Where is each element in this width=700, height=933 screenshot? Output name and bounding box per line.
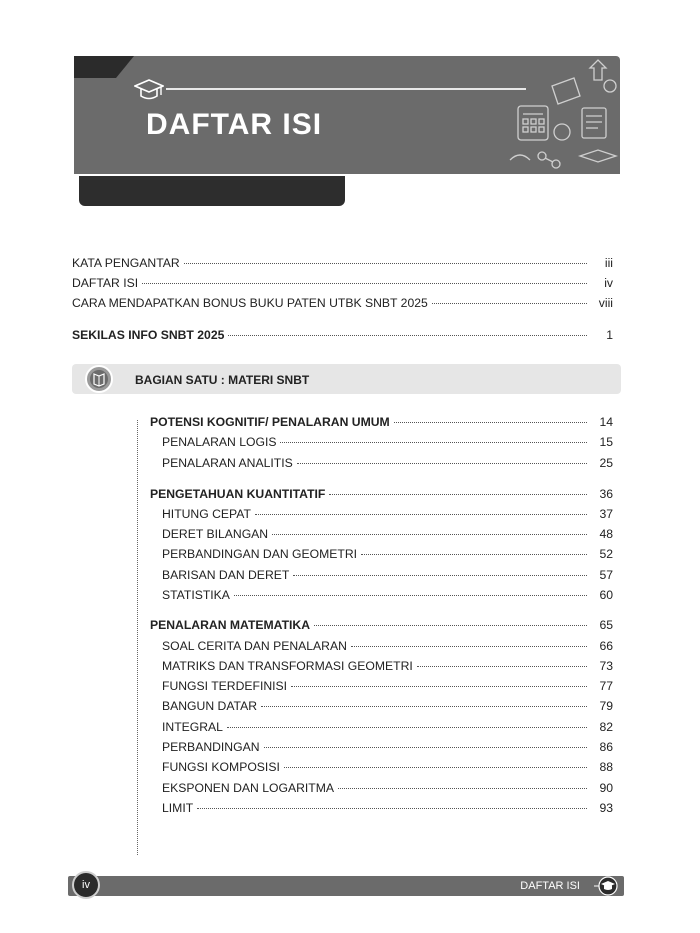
toc-label: FUNGSI KOMPOSISI	[162, 760, 280, 774]
chapter-guide-line	[137, 420, 138, 855]
toc-leader	[394, 422, 587, 423]
toc-label: LIMIT	[162, 801, 194, 815]
toc-leader	[228, 335, 587, 336]
toc-row-daftar-isi[interactable]	[72, 276, 613, 290]
toc-label: SEKILAS INFO SNBT 2025	[72, 328, 225, 342]
toc-page: iv	[604, 276, 613, 290]
toc-subitem-row[interactable]	[162, 740, 613, 754]
toc-label: DERET BILANGAN	[162, 527, 269, 541]
toc-chapter-row[interactable]	[150, 487, 613, 501]
toc-label: POTENSI KOGNITIF/ PENALARAN UMUM	[150, 415, 390, 429]
toc-leader	[227, 727, 587, 728]
toc-leader	[261, 706, 587, 707]
toc-page: 77	[599, 679, 613, 693]
toc-page: 60	[599, 588, 613, 602]
toc-leader	[297, 463, 587, 464]
toc-page: 66	[599, 639, 613, 653]
toc-leader	[293, 575, 587, 576]
toc-page: 25	[599, 456, 613, 470]
toc-page: 36	[599, 487, 613, 501]
toc-subitem-row[interactable]	[162, 659, 613, 673]
page-number-badge: iv	[72, 871, 100, 899]
toc-leader	[255, 514, 587, 515]
toc-leader	[432, 303, 587, 304]
page-title: DAFTAR ISI	[146, 108, 323, 141]
toc-subitem-row[interactable]	[162, 781, 613, 795]
toc-page: 82	[599, 720, 613, 734]
book-badge-icon	[84, 364, 114, 394]
toc-page: 93	[599, 801, 613, 815]
toc-label: SOAL CERITA DAN PENALARAN	[162, 639, 347, 653]
toc-page: 73	[599, 659, 613, 673]
toc-subitem-row[interactable]	[162, 507, 613, 521]
toc-leader	[234, 595, 587, 596]
toc-label: KATA PENGANTAR	[72, 256, 180, 270]
toc-leader	[264, 747, 587, 748]
toc-subitem-row[interactable]	[162, 801, 613, 815]
toc-label: INTEGRAL	[162, 720, 223, 734]
toc-label: EKSPONEN DAN LOGARITMA	[162, 781, 335, 795]
toc-leader	[197, 808, 587, 809]
toc-subitem-row[interactable]	[162, 527, 613, 541]
toc-leader	[361, 554, 587, 555]
toc-label: PERBANDINGAN	[162, 740, 260, 754]
toc-leader	[351, 646, 587, 647]
toc-leader	[338, 788, 587, 789]
toc-page: 65	[599, 618, 613, 632]
toc-subitem-row[interactable]	[162, 588, 613, 602]
toc-leader	[184, 263, 587, 264]
toc-page: 37	[599, 507, 613, 521]
header-subbar	[79, 176, 345, 206]
graduation-cap-icon	[592, 876, 620, 896]
toc-leader	[291, 686, 587, 687]
toc-page: 15	[599, 435, 613, 449]
education-doodles-icon	[470, 56, 620, 174]
toc-leader	[142, 283, 587, 284]
toc-label: MATRIKS DAN TRANSFORMASI GEOMETRI	[162, 659, 413, 673]
toc-subitem-row[interactable]	[162, 568, 613, 582]
toc-label: CARA MENDAPATKAN BONUS BUKU PATEN UTBK SNBT 2025	[72, 296, 428, 310]
toc-chapter-row[interactable]	[150, 618, 613, 632]
toc-subitem-row[interactable]	[162, 547, 613, 561]
toc-leader	[417, 666, 587, 667]
header-banner	[74, 56, 620, 174]
toc-subitem-row[interactable]	[162, 720, 613, 734]
toc-label: BANGUN DATAR	[162, 699, 258, 713]
toc-label: PENGETAHUAN KUANTITATIF	[150, 487, 326, 501]
toc-page: 86	[599, 740, 613, 754]
section-title: BAGIAN SATU : MATERI SNBT	[135, 373, 310, 387]
footer-title: DAFTAR ISI	[520, 880, 580, 892]
graduation-cap-icon	[134, 78, 164, 104]
toc-row-kata-pengantar[interactable]	[72, 256, 613, 270]
toc-page: viii	[598, 296, 613, 310]
toc-label: PENALARAN LOGIS	[162, 435, 277, 449]
toc-page: iii	[604, 256, 613, 270]
toc-page: 1	[606, 328, 613, 342]
toc-leader	[272, 534, 587, 535]
toc-subitem-row[interactable]	[162, 435, 613, 449]
toc-chapter-row[interactable]	[150, 415, 613, 429]
toc-label: PENALARAN MATEMATIKA	[150, 618, 311, 632]
toc-label: PENALARAN ANALITIS	[162, 456, 293, 470]
toc-page: 14	[599, 415, 613, 429]
toc-page: 57	[599, 568, 613, 582]
toc-row-bonus[interactable]	[72, 296, 613, 310]
toc-label: FUNGSI TERDEFINISI	[162, 679, 288, 693]
toc-subitem-row[interactable]	[162, 679, 613, 693]
toc-page: 79	[599, 699, 613, 713]
toc-subitem-row[interactable]	[162, 639, 613, 653]
toc-leader	[329, 494, 587, 495]
toc-subitem-row[interactable]	[162, 760, 613, 774]
toc-subitem-row[interactable]	[162, 699, 613, 713]
toc-label: BARISAN DAN DERET	[162, 568, 290, 582]
toc-row-sekilas-info[interactable]	[72, 328, 613, 342]
toc-page: 90	[599, 781, 613, 795]
toc-subitem-row[interactable]	[162, 456, 613, 470]
toc-label: DAFTAR ISI	[72, 276, 139, 290]
toc-page: 52	[599, 547, 613, 561]
toc-leader	[280, 442, 587, 443]
toc-leader	[284, 767, 587, 768]
toc-label: HITUNG CEPAT	[162, 507, 251, 521]
toc-label: PERBANDINGAN DAN GEOMETRI	[162, 547, 358, 561]
toc-label: STATISTIKA	[162, 588, 230, 602]
toc-leader	[314, 625, 587, 626]
toc-page: 88	[599, 760, 613, 774]
toc-page: 48	[599, 527, 613, 541]
